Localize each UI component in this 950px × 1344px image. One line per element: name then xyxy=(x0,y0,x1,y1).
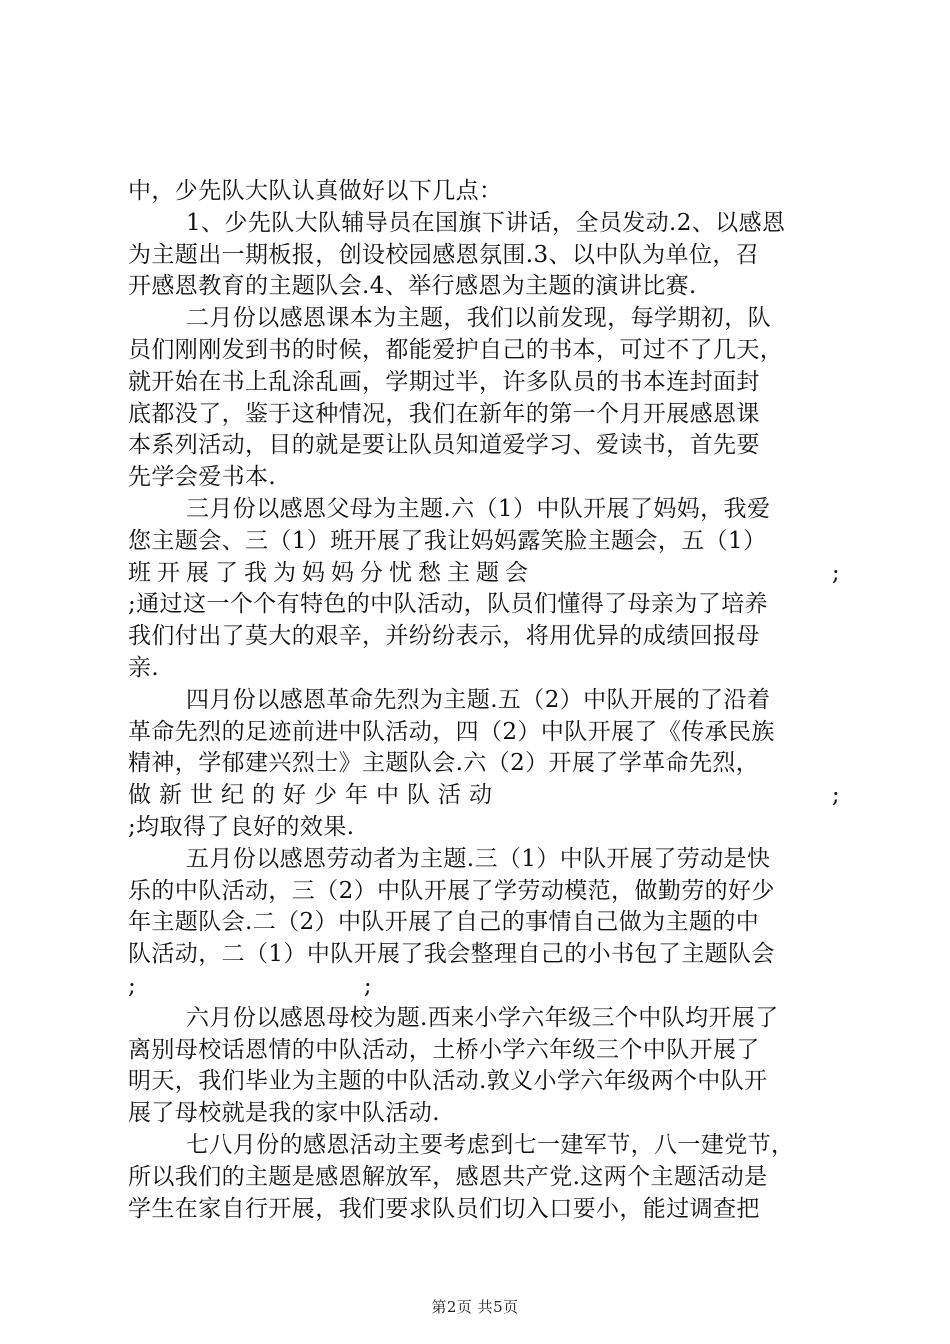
text-line xyxy=(128,780,840,812)
text-line: 六月份以感恩母校为题.西来小学六年级三个中队均开展了 xyxy=(186,1004,779,1031)
text-line: 三月份以感恩父母为主题.六（1）中队开展了妈妈，我爱 xyxy=(186,495,771,522)
text-line: 您主题会、三（1）班开展了我让妈妈露笑脸主题会，五（1） xyxy=(128,527,767,554)
text-line xyxy=(128,971,840,1003)
text-line: 五月份以感恩劳动者为主题.三（1）中队开展了劳动是快 xyxy=(186,845,771,872)
text-segment: ; xyxy=(831,559,840,586)
text-line: 年主题队会.二（2）中队开展了自己的事情自己做为主题的中 xyxy=(128,909,760,936)
text-segment: ; xyxy=(831,782,840,809)
text-segment: 班开展了我为妈妈分忧愁主题会 xyxy=(128,559,534,586)
text-line: 队活动，二（1）中队开展了我会整理自己的小书包了主题队会 xyxy=(128,941,775,968)
page-number-footer: 第2页 共5页 xyxy=(431,1298,519,1316)
text-line: 所以我们的主题是感恩解放军，感恩共产党.这两个主题活动是 xyxy=(128,1163,768,1190)
text-line: 展了母校就是我的家中队活动. xyxy=(128,1100,440,1127)
text-line: 七八月份的感恩活动主要考虑到七一建军节，八一建党节， xyxy=(186,1131,795,1158)
text-line: 为主题出一期板报，创设校园感恩氛围.3、以中队为单位，召 xyxy=(128,241,760,268)
text-line: 本系列活动，目的就是要让队员知道爱学习、爱读书，首先要 xyxy=(128,432,760,459)
text-line: 就开始在书上乱涂乱画，学期过半，许多队员的书本连封面封 xyxy=(128,368,760,395)
text-line: 四月份以感恩革命先烈为主题.五（2）中队开展的了沿着 xyxy=(186,686,771,713)
text-segment: ; xyxy=(363,972,373,999)
text-line: 员们刚刚发到书的时候，都能爱护自己的书本，可过不了几天， xyxy=(128,336,784,363)
text-line: 底都没了，鉴于这种情况，我们在新年的第一个月开展感恩课 xyxy=(128,400,760,427)
text-line: 学生在家自行开展，我们要求队员们切入口要小，能过调查把 xyxy=(128,1195,760,1222)
text-line: 明天，我们毕业为主题的中队活动.敦义小学六年级两个中队开 xyxy=(128,1068,768,1095)
text-line: 乐的中队活动，三（2）中队开展了学劳动模范，做勤劳的好少 xyxy=(128,877,775,904)
text-segment: ; xyxy=(128,972,137,999)
text-line: 亲. xyxy=(128,654,160,681)
text-line: 革命先烈的足迹前进中队活动，四（2）中队开展了《传承民族 xyxy=(128,718,775,745)
text-line: 精神，学郁建兴烈士》主题队会.六（2）开展了学革命先烈， xyxy=(128,750,760,777)
text-line: 离别母校话恩情的中队活动，土桥小学六年级三个中队开展了 xyxy=(128,1036,760,1063)
text-line xyxy=(128,558,840,590)
text-segment: 做新世纪的好少年中队活动 xyxy=(128,782,500,809)
text-line: 我们付出了莫大的艰辛，并纷纷表示，将用优异的成绩回报母 xyxy=(128,623,760,650)
text-line: 开感恩教育的主题队会.4、举行感恩为主题的演讲比赛. xyxy=(128,273,697,300)
text-line: 1、少先队大队辅导员在国旗下讲话，全员发动.2、以感恩 xyxy=(186,209,786,236)
text-line: ;通过这一个个有特色的中队活动，队员们懂得了母亲为了培养 xyxy=(128,591,768,618)
text-line: 中，少先队大队认真做好以下几点： xyxy=(128,178,503,204)
text-line: ;均取得了良好的效果. xyxy=(128,813,355,840)
text-line: 二月份以感恩课本为主题，我们以前发现，每学期初，队 xyxy=(186,305,771,332)
document-body xyxy=(128,176,840,1225)
text-line: 先学会爱书本. xyxy=(128,464,277,491)
